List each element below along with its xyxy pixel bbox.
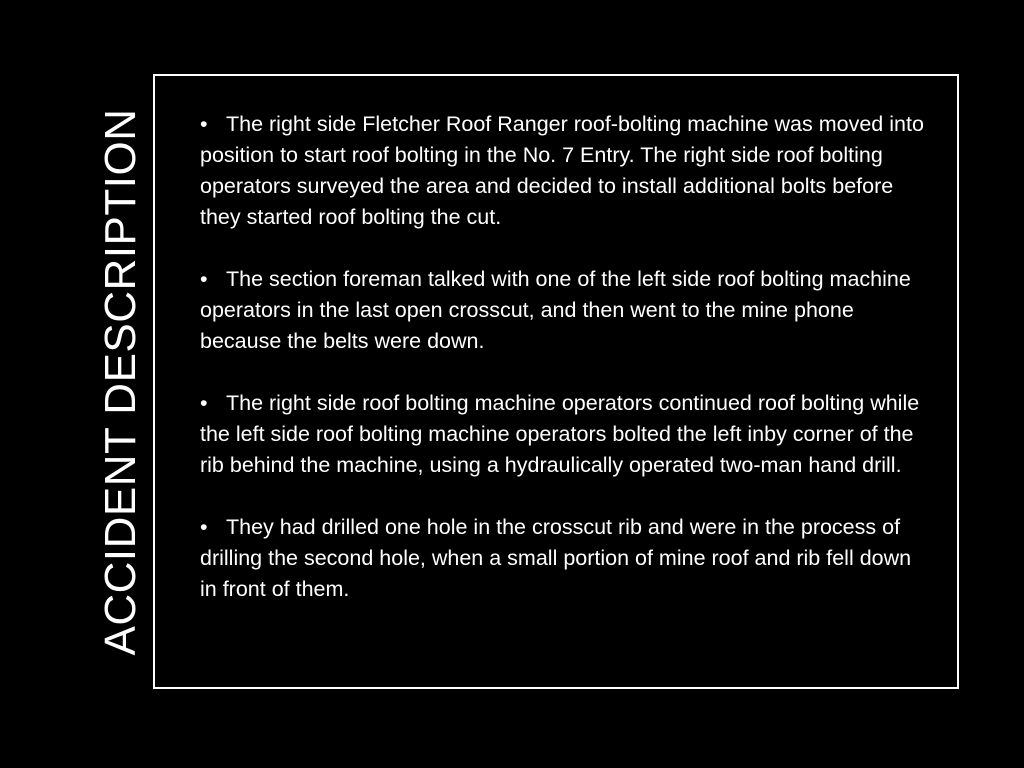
bullet-item bbox=[200, 109, 930, 233]
bullet-icon: • bbox=[200, 391, 208, 415]
bullet-icon: • bbox=[200, 112, 208, 136]
bullet-text: They had drilled one hole in the crosscut rib and were in the process of drilling the second hole, when a small portion of mine roof and rib fell down in front of them. bbox=[200, 515, 912, 601]
bullet-item bbox=[200, 512, 930, 605]
bullet-text: The right side Fletcher Roof Ranger roof-bolting machine was moved into position to start roof bolting in the No. 7 Entry. The right side roof bolting operators surveyed the area and decided to install additional bolts before they started roof bolting the cut. bbox=[200, 112, 924, 229]
content-box bbox=[153, 74, 959, 689]
bullet-list bbox=[200, 109, 930, 605]
bullet-icon: • bbox=[200, 267, 208, 291]
bullet-text: The section foreman talked with one of the left side roof bolting machine operators in the last open crosscut, and then went to the mine phone because the belts were down. bbox=[200, 267, 911, 353]
bullet-text: The right side roof bolting machine operators continued roof bolting while the left side roof bolting machine operators bolted the left inby corner of the rib behind the machine, using a hydraulically operated two-man hand drill. bbox=[200, 391, 920, 477]
bullet-item bbox=[200, 264, 930, 357]
slide-title: ACCIDENT DESCRIPTION bbox=[96, 108, 145, 656]
bullet-icon: • bbox=[200, 515, 208, 539]
bullet-item bbox=[200, 388, 930, 481]
